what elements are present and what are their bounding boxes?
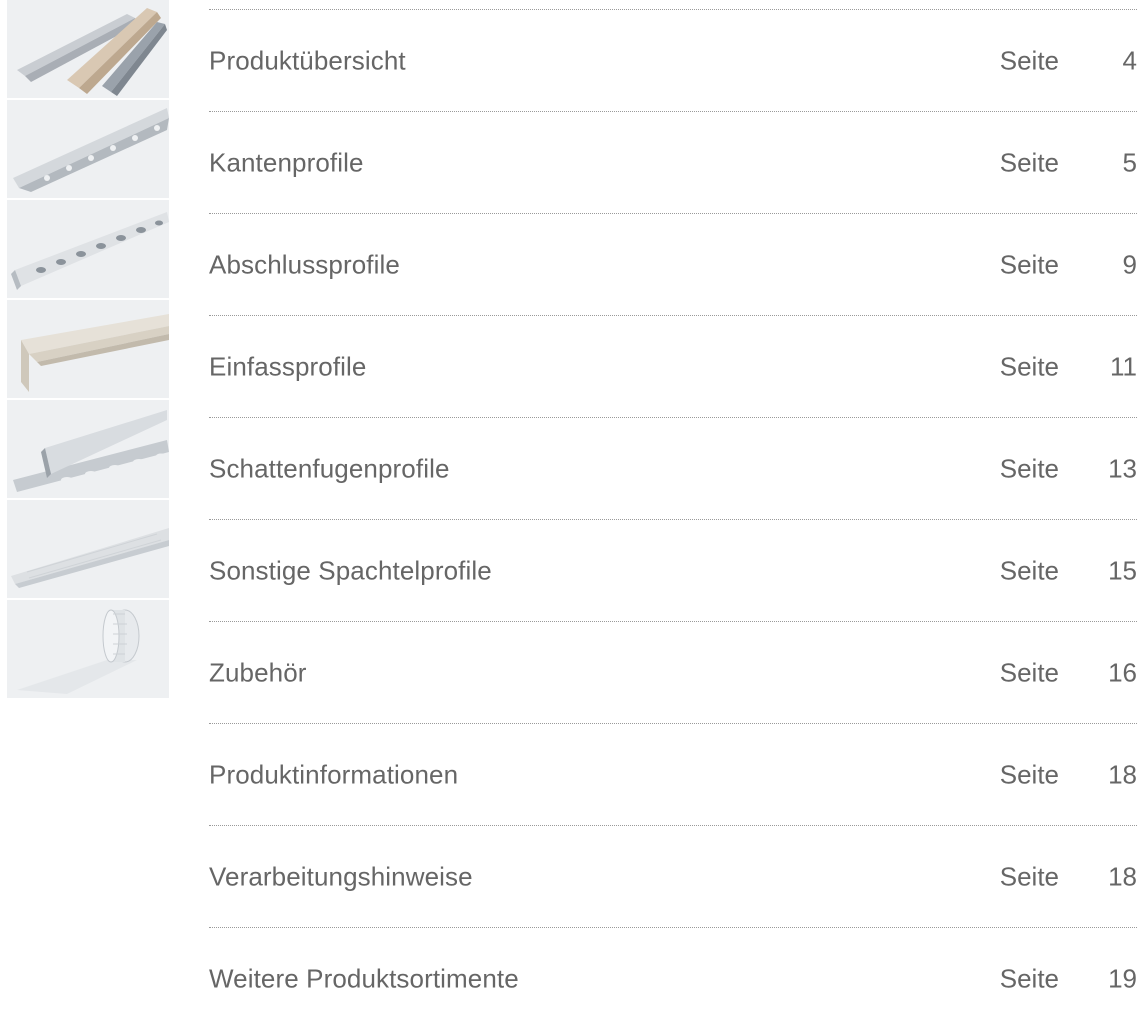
toc-page-number: 9 [1122, 249, 1137, 279]
toc-page-label: Seite [999, 45, 1059, 75]
frame-profile-thumbnail [7, 300, 169, 398]
filler-profile-icon [7, 500, 169, 598]
thumbnail-column [7, 0, 169, 700]
toc-page-number: 16 [1108, 657, 1137, 687]
profile-set-icon [7, 0, 169, 98]
toc-page-label: Seite [999, 759, 1059, 789]
toc-page-label: Seite [999, 861, 1059, 891]
toc-page-label: Seite [999, 249, 1059, 279]
toc-entry[interactable] [209, 112, 1137, 213]
toc-page-number: 18 [1108, 759, 1137, 789]
toc-entry[interactable] [209, 928, 1137, 1029]
toc-entry-title: Verarbeitungshinweise [209, 861, 473, 891]
toc-entry-title: Kantenprofile [209, 147, 364, 177]
frame-profile-icon [7, 300, 169, 398]
toc-entry-title: Schattenfugenprofile [209, 453, 450, 483]
toc-page-number: 18 [1108, 861, 1137, 891]
toc-page-label: Seite [999, 657, 1059, 687]
toc-entry[interactable] [209, 418, 1137, 519]
toc-page-label: Seite [999, 351, 1059, 381]
end-profile-thumbnail [7, 200, 169, 298]
toc-entry-title: Weitere Produktsortimente [209, 963, 519, 993]
toc-page-label: Seite [999, 147, 1059, 177]
end-profile-icon [7, 200, 169, 298]
toc-entry[interactable] [209, 520, 1137, 621]
toc-entry-title: Abschlussprofile [209, 249, 400, 279]
accessory-roll-thumbnail [7, 600, 169, 698]
edge-profile-thumbnail [7, 100, 169, 198]
toc-entry-title: Einfassprofile [209, 351, 367, 381]
toc-entry[interactable] [209, 826, 1137, 927]
toc-entry[interactable] [209, 316, 1137, 417]
toc-entry[interactable] [209, 10, 1137, 111]
toc-page-number: 15 [1108, 555, 1137, 585]
toc-entry-title: Produktübersicht [209, 45, 406, 75]
edge-profile-icon [7, 100, 169, 198]
toc-entry-title: Sonstige Spachtelprofile [209, 555, 492, 585]
toc-page-number: 4 [1122, 45, 1137, 75]
toc-page-label: Seite [999, 453, 1059, 483]
toc-entry-title: Zubehör [209, 657, 307, 687]
toc-page-number: 5 [1122, 147, 1137, 177]
shadow-gap-profile-icon [7, 400, 169, 498]
accessory-roll-icon [7, 600, 169, 698]
shadow-gap-profile-thumbnail [7, 400, 169, 498]
profile-set-thumbnail [7, 0, 169, 98]
toc-page-number: 19 [1108, 963, 1137, 993]
toc-entry[interactable] [209, 724, 1137, 825]
toc-page-number: 11 [1110, 351, 1137, 381]
toc-entry[interactable] [209, 214, 1137, 315]
table-of-contents [209, 0, 1137, 1029]
toc-entry-title: Produktinformationen [209, 759, 459, 789]
toc-page-label: Seite [999, 963, 1059, 993]
toc-entry[interactable] [209, 622, 1137, 723]
toc-page-label: Seite [999, 555, 1059, 585]
filler-profile-thumbnail [7, 500, 169, 598]
toc-page-number: 13 [1108, 453, 1137, 483]
